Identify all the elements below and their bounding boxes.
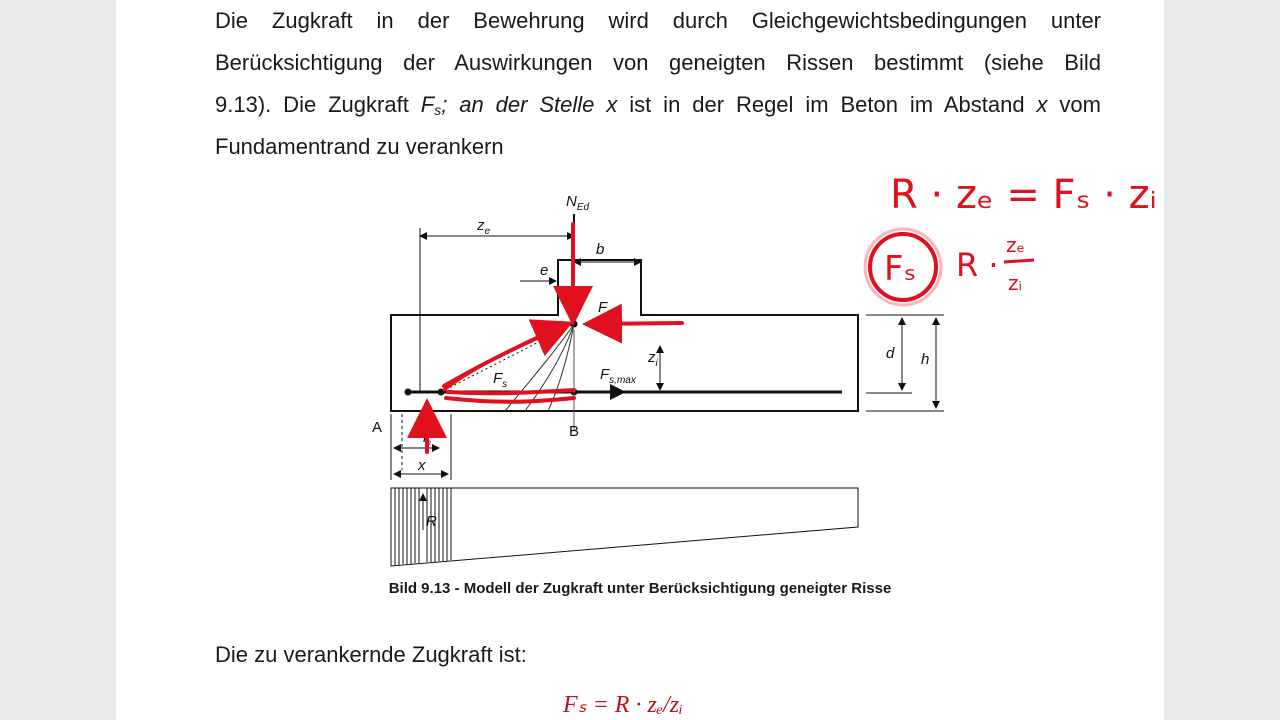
dimension-lines (391, 228, 944, 480)
figure-caption: Bild 9.13 - Modell der Zugkraft unter Berücksichtigung geneigter Risse (388, 580, 892, 597)
label-Fsmax: $F_{s,max}$ (600, 366, 636, 386)
label-Fc: $F_c$ (598, 299, 613, 319)
handwritten-equation-1 (890, 172, 1157, 218)
label-e: e (540, 262, 549, 279)
handwritten-equation-2 (865, 229, 1034, 305)
label-B: B (569, 423, 580, 440)
paragraph-line-1: Die Zugkraft in der Bewehrung wird durch Gleichgewichtsbedingungen unter (215, 8, 1101, 33)
svg-text:R · zₑ = Fₛ · zᵢ: R · zₑ = Fₛ · zᵢ (890, 172, 1157, 218)
label-d: d (886, 345, 895, 362)
label-NEd: $N_{Ed}$ (566, 193, 590, 213)
label-R: R (426, 513, 437, 530)
svg-text:zᵢ: zᵢ (1008, 271, 1023, 295)
red-annotation-strokes (427, 224, 682, 452)
label-A: A (372, 419, 383, 436)
label-lb: $l_b$ (423, 429, 431, 447)
label-b: b (596, 241, 605, 258)
label-ze: $z_e$ (477, 217, 491, 237)
label-Fs: $F_s$ (493, 370, 508, 390)
subheading: Die zu verankernde Zugkraft ist: (215, 642, 527, 667)
svg-text:Fₛ: Fₛ (884, 249, 917, 289)
paragraph-line-4: Fundamentrand zu verankern (215, 134, 504, 159)
label-h: h (921, 351, 930, 368)
svg-text:zₑ: zₑ (1006, 233, 1025, 257)
label-zi: $z_i$ (648, 349, 658, 369)
label-x: x (418, 457, 426, 474)
soil-pressure-diagram (391, 488, 858, 566)
footing-outline (391, 260, 858, 411)
paragraph-line-2: Berücksichtigung der Auswirkungen von geneigten Rissen bestimmt (siehe Bild (215, 50, 1101, 75)
paragraph-line-3: 9.13). Die Zugkraft Fs; an der Stelle x ist in der Regel im Beton im Abstand x vom (215, 92, 1101, 118)
formula: Fₛ = R · zₑ/zᵢ (563, 692, 683, 718)
svg-text:R ·: R · (956, 246, 999, 284)
